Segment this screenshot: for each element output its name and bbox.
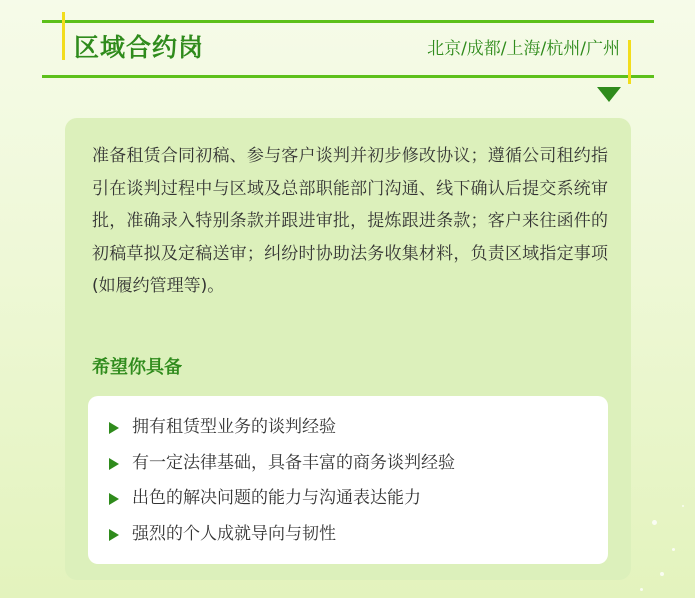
requirement-text: 出色的解决问题的能力与沟通表达能力 — [132, 488, 421, 508]
header-bottom-line — [42, 75, 654, 78]
requirement-item — [88, 446, 608, 482]
sparkle-decoration — [672, 548, 675, 551]
requirement-text: 强烈的个人成就导向与韧性 — [132, 523, 336, 544]
play-triangle-icon — [109, 458, 119, 470]
sparkle-decoration — [640, 588, 643, 591]
header-top-line — [42, 20, 654, 23]
sparkle-decoration — [682, 505, 684, 507]
job-description: 准备租赁合同初稿、参与客户谈判并初步修改协议；遵循公司租约指引在谈判过程中与区域及总部职能部门沟通、线下确认后提交系统审批，准确录入特别条款并跟进审批，提炼跟进条款；客户来往函件的初稿草拟及定稿送审；纠纷时协助法务收集材料，负责区域指定事项(如履约管理等)。 — [92, 146, 608, 297]
requirements-box — [88, 396, 608, 564]
play-triangle-icon — [109, 529, 119, 541]
sparkle-decoration — [660, 572, 664, 576]
requirement-text: 拥有租赁型业务的谈判经验 — [132, 417, 336, 437]
requirement-item — [88, 481, 608, 517]
requirement-item — [88, 410, 608, 446]
job-detail-card — [65, 118, 631, 580]
play-triangle-icon — [109, 422, 119, 434]
requirement-text: 有一定法律基础，具备丰富的商务谈判经验 — [132, 452, 455, 473]
requirement-item — [88, 517, 608, 553]
triangle-down-icon — [597, 87, 621, 102]
section-title: 区域合约岗 — [74, 33, 205, 62]
job-locations: 北京/成都/上海/杭州/广州 — [427, 39, 620, 59]
requirements-heading: 希望你具备 — [92, 357, 182, 378]
requirements-list — [88, 410, 608, 552]
play-triangle-icon — [109, 493, 119, 505]
sparkle-decoration — [652, 520, 657, 525]
section-header — [42, 18, 654, 82]
header-left-accent-bar — [62, 12, 65, 60]
header-right-accent-bar — [628, 40, 631, 84]
